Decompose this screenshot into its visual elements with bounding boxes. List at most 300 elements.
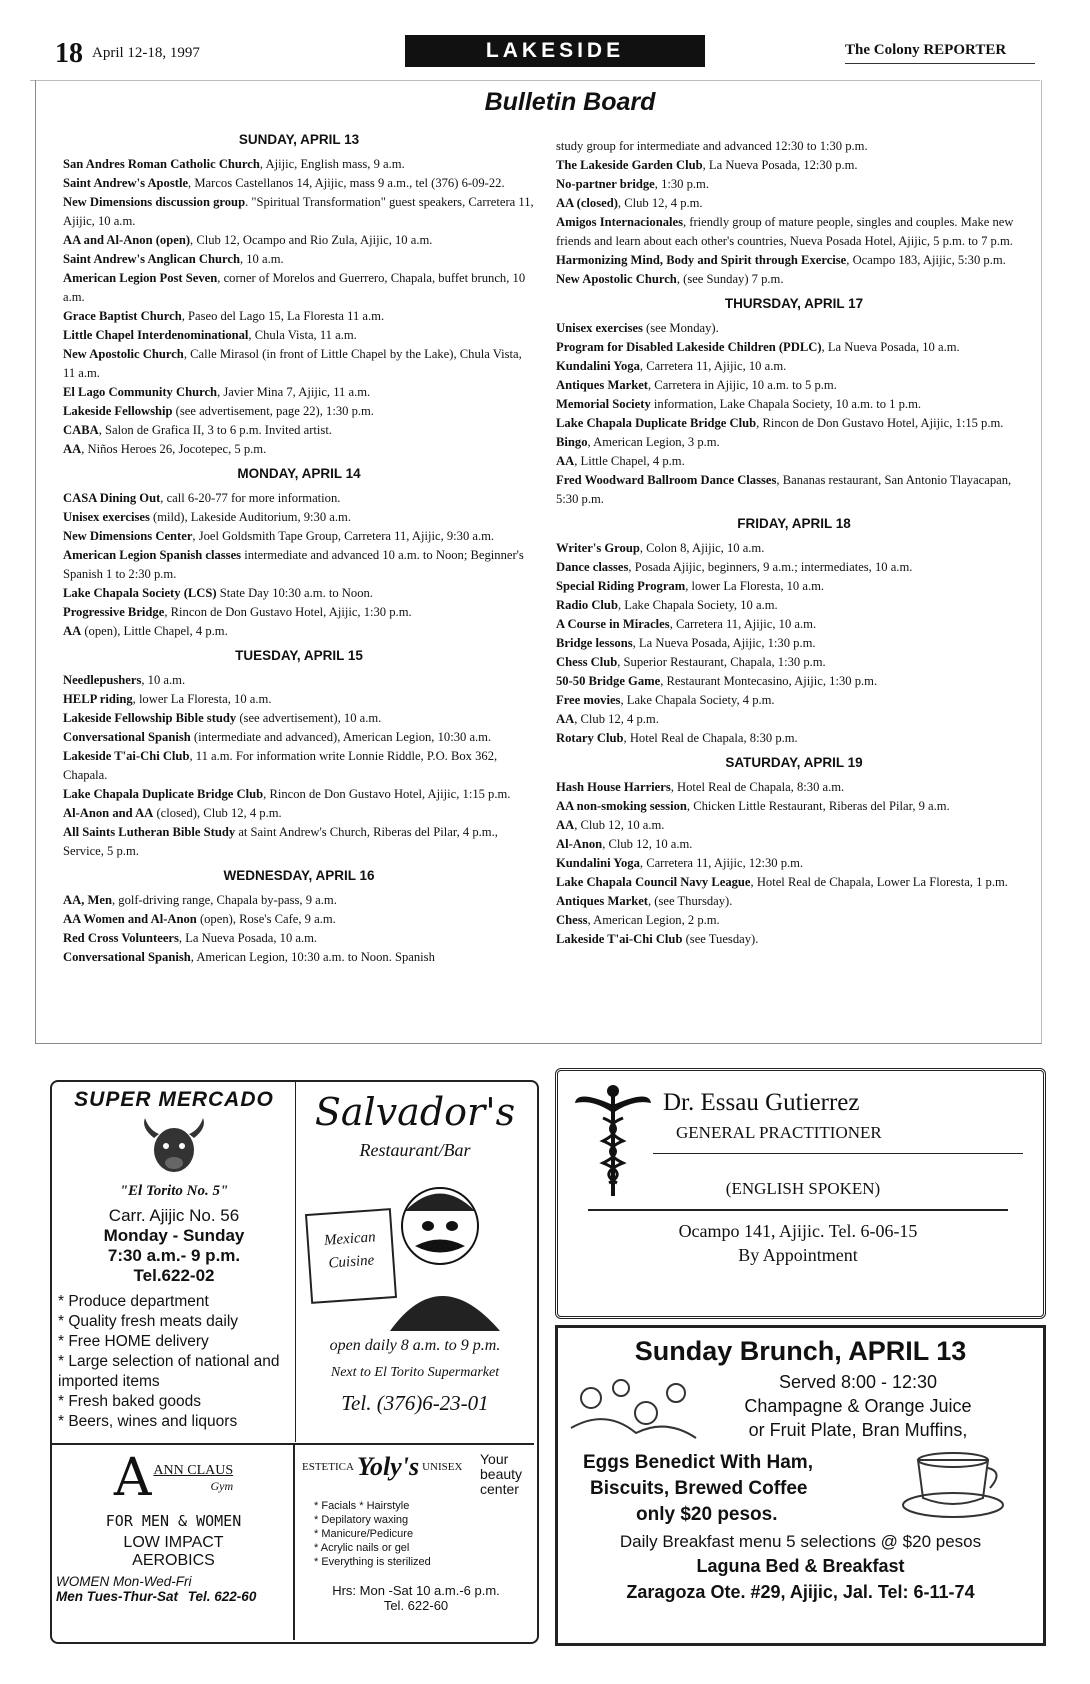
doctor-rule [653, 1153, 1023, 1154]
entry-name: Lake Chapala Duplicate Bridge Club [63, 787, 264, 801]
entry-details: , Colon 8, Ajijic, 10 a.m. [639, 541, 765, 555]
entry-details: , Carretera 11, Ajijic, 12:30 p.m. [639, 856, 804, 870]
brunch-served: Served 8:00 - 12:30 [778, 1372, 938, 1392]
entry-details: , Paseo del Lago 15, La Floresta 11 a.m. [181, 309, 385, 323]
entry-details: (open), Little Chapel, 4 p.m. [81, 624, 228, 638]
entry-details: , Carretera 11, Ajijic, 10 a.m. [669, 617, 817, 631]
bulletin-entry [556, 194, 1032, 213]
entry-name: Grace Baptist Church [63, 309, 182, 323]
entry-name: A Course in Miracles [556, 617, 670, 631]
entry-name: Lakeside Fellowship Bible study [63, 711, 237, 725]
entry-name: American Legion Spanish classes [63, 548, 242, 562]
bulletin-entry [556, 251, 1032, 270]
bulletin-entry [556, 778, 1032, 797]
entry-details: (see advertisement), 10 a.m. [236, 711, 382, 725]
entry-name: Fred Woodward Ballroom Dance Classes [556, 473, 777, 487]
entry-name: AA (closed) [556, 196, 618, 210]
entry-name: Needlepushers [63, 673, 142, 687]
entry-name: CASA Dining Out [63, 491, 161, 505]
entry-details: , La Nueva Posada, 12:30 p.m. [702, 158, 858, 172]
entry-name: New Apostolic Church [556, 272, 677, 286]
entry-details: (see Monday). [642, 321, 719, 335]
brunch-ad [555, 1325, 1046, 1646]
chef-illustration [300, 1171, 530, 1331]
salon-ad [302, 1452, 530, 1613]
bulletin-entry [556, 558, 1032, 577]
entry-name: AA, Men [63, 893, 112, 907]
entry-name: Lakeside Fellowship [63, 404, 173, 418]
bulletin-entry [63, 785, 535, 804]
entry-details: , Niños Heroes 26, Jocotepec, 5 p.m. [81, 442, 267, 456]
bulletin-entry [556, 213, 1032, 251]
bulletin-entry [556, 729, 1032, 748]
bulletin-entry [63, 269, 535, 307]
entry-details: , Rincon de Don Gustavo Hotel, Ajijic, 1:15 p.m. [756, 416, 1004, 430]
bulletin-entry [63, 421, 535, 440]
brunch-daily: Daily Breakfast menu 5 selections @ $20 pesos [619, 1532, 982, 1551]
bulletin-entry [63, 440, 535, 459]
entry-name: Bingo [556, 435, 588, 449]
entry-name: New Apostolic Church [63, 347, 184, 361]
entry-name: Program for Disabled Lakeside Children (PDLC) [556, 340, 822, 354]
bulletin-entry [556, 615, 1032, 634]
entry-name: Lakeside T'ai-Chi Club [556, 932, 683, 946]
gym-women: WOMEN Mon-Wed-Fri [56, 1574, 192, 1589]
bullet-icon: * [58, 1393, 69, 1410]
entry-name: Unisex exercises [63, 510, 150, 524]
bulletin-entry [63, 508, 535, 527]
feature-item [58, 1392, 290, 1412]
entry-name: Progressive Bridge [63, 605, 165, 619]
entry-details: (mild), Lakeside Auditorium, 9:30 a.m. [149, 510, 351, 524]
entry-details: , Rincon de Don Gustavo Hotel, Ajijic, 1:15 p.m. [263, 787, 511, 801]
entry-details: , Posada Ajijic, beginners, 9 a.m.; intermediates, 10 a.m. [628, 560, 913, 574]
entry-name: Kundalini Yoga [556, 856, 640, 870]
supermercado-features [58, 1292, 290, 1432]
gym-line2: AEROBICS [132, 1552, 215, 1569]
service-text: Acrylic nails or gel [320, 1542, 410, 1554]
salvadors-hours: open daily 8 a.m. to 9 p.m. [329, 1337, 501, 1354]
gym-ad [56, 1448, 291, 1604]
entry-details: , (see Thursday). [648, 894, 733, 908]
bulletin-entry [556, 452, 1032, 471]
entry-details: information, Lake Chapala Society, 10 a.m. to 1 p.m. [650, 397, 922, 411]
bulletin-entry [556, 577, 1032, 596]
entry-details: , La Nueva Posada, Ajijic, 1:30 p.m. [632, 636, 816, 650]
entry-details: , Club 12, 10 a.m. [602, 837, 693, 851]
bullet-icon: * [314, 1500, 322, 1512]
salvadors-location: Next to El Torito Supermarket [330, 1365, 500, 1380]
entry-name: Hash House Harriers [556, 780, 671, 794]
entry-name: Dance classes [556, 560, 629, 574]
service-item [314, 1527, 530, 1541]
entry-name: Memorial Society [556, 397, 651, 411]
entry-name: Writer's Group [556, 541, 640, 555]
entry-name: Kundalini Yoga [556, 359, 640, 373]
bulletin-entry [556, 414, 1032, 433]
flowers-icon [566, 1368, 701, 1448]
salon-tagline [480, 1452, 530, 1497]
bull-head-icon [139, 1116, 209, 1178]
salon-logo-row [302, 1452, 530, 1497]
entry-name: Unisex exercises [556, 321, 643, 335]
feature-text: Produce department [68, 1293, 209, 1310]
entry-details: , Ajijic, English mass, 9 a.m. [259, 157, 405, 171]
entry-details: , 10 a.m. [141, 673, 186, 687]
bulletin-entry [63, 231, 535, 250]
doctor-note: (ENGLISH SPOKEN) [725, 1179, 881, 1198]
entry-details: , Superior Restaurant, Chapala, 1:30 p.m. [617, 655, 826, 669]
bulletin-entry [63, 345, 535, 383]
entry-name: Bridge lessons [556, 636, 633, 650]
entry-name: Conversational Spanish [63, 730, 191, 744]
gym-men: Men Tues-Thur-Sat [56, 1589, 179, 1604]
day-heading: SATURDAY, APRIL 19 [725, 755, 863, 770]
service-item [314, 1541, 530, 1555]
entry-name: Special Riding Program [556, 579, 686, 593]
bulletin-entry [556, 691, 1032, 710]
entry-details: intermediate and advanced 10 a.m. to Noon; Beginner's Spanish 1 to 2:30 p.m. [63, 548, 524, 581]
entry-details: , Joel Goldsmith Tape Group, Carretera 11, Ajijic, 9:30 a.m. [192, 529, 495, 543]
section-banner: LAKESIDE [405, 35, 705, 67]
entry-details: , corner of Morelos and Guerrero, Chapala, buffet brunch, 10 a.m. [63, 271, 526, 304]
bulletin-entry [63, 489, 535, 508]
entry-details: , Bananas restaurant, San Antonio Tlayacapan, 5:30 p.m. [556, 473, 1012, 506]
salvadors-name: Salvador's [314, 1090, 516, 1134]
entry-details: , Chula Vista, 11 a.m. [248, 328, 357, 342]
service-item [314, 1499, 530, 1513]
bulletin-board-title: Bulletin Board [484, 88, 656, 116]
gym-tel: Tel. 622-60 [187, 1589, 257, 1604]
bulletin-entry [63, 174, 535, 193]
doctor-appointment: By Appointment [738, 1245, 858, 1265]
salvadors-ad [300, 1090, 530, 1416]
day-heading: TUESDAY, APRIL 15 [235, 648, 363, 663]
gym-audience: FOR MEN & WOMEN [105, 1512, 242, 1530]
bulletin-entry [63, 929, 535, 948]
bulletin-entry [556, 710, 1032, 729]
bulletin-entry [556, 873, 1032, 892]
entry-details: , Marcos Castellanos 14, Ajijic, mass 9 a.m., tel (376) 6-09-22. [188, 176, 505, 190]
bulletin-entry [63, 603, 535, 622]
entry-details: , (see Sunday) 7 p.m. [676, 272, 784, 286]
day-heading: FRIDAY, APRIL 18 [737, 516, 851, 531]
entry-details: , Ocampo 183, Ajijic, 5:30 p.m. [846, 253, 1006, 267]
entry-name: Antiques Market [556, 894, 648, 908]
entry-name: Amigos Internacionales [556, 215, 683, 229]
menu-sign [305, 1208, 397, 1304]
bulletin-entry [556, 137, 1032, 156]
bulletin-entry [556, 357, 1032, 376]
bulletin-entry [63, 527, 535, 546]
entry-details: , Lake Chapala Society, 4 p.m. [620, 693, 775, 707]
entry-name: AA [63, 442, 82, 456]
sign-line-2: Cuisine [327, 1252, 375, 1272]
entry-details: , friendly group of mature people, singles and couples. Make new friends and learn about each other's countries, Nueva Posada Hotel, Ajijic, 5 p.m. to 7 p.m. [556, 215, 1014, 248]
entry-details: , 1:30 p.m. [654, 177, 709, 191]
feature-text: Large selection of national and imported items [58, 1353, 280, 1390]
entry-details: (see Tuesday). [682, 932, 759, 946]
feature-text: Fresh baked goods [68, 1393, 202, 1410]
entry-details: , Rincon de Don Gustavo Hotel, Ajijic, 1:30 p.m. [164, 605, 412, 619]
bulletin-entry [556, 433, 1032, 452]
entry-name: Harmonizing Mind, Body and Spirit through Exercise [556, 253, 847, 267]
entry-name: Al-Anon and AA [63, 806, 154, 820]
entry-name: AA non-smoking session [556, 799, 687, 813]
gym-line1: LOW IMPACT [123, 1534, 224, 1551]
bulletin-entry [556, 175, 1032, 194]
entry-details: , Salon de Grafica II, 3 to 6 p.m. Invited artist. [98, 423, 332, 437]
salon-tag-1: Your [480, 1451, 509, 1467]
bulletin-entry [63, 709, 535, 728]
salon-services [314, 1499, 530, 1569]
entry-name: American Legion Post Seven [63, 271, 218, 285]
bulletin-entry [63, 307, 535, 326]
entry-name: Antiques Market [556, 378, 648, 392]
bulletin-entry [556, 797, 1032, 816]
entry-name: Al-Anon [556, 837, 603, 851]
doctor-title: GENERAL PRACTITIONER [676, 1123, 882, 1142]
bulletin-entry [556, 596, 1032, 615]
bulletin-entry [556, 395, 1032, 414]
service-text: Manicure/Pedicure [321, 1528, 414, 1540]
feature-text: Free HOME delivery [68, 1333, 209, 1350]
coffee-cup-icon [898, 1440, 1008, 1520]
day-heading: MONDAY, APRIL 14 [237, 466, 361, 481]
service-text: Facials * Hairstyle [321, 1500, 410, 1512]
service-text: Everything is sterilized [321, 1556, 431, 1568]
entry-details: , Carretera in Ajijic, 10 a.m. to 5 p.m. [648, 378, 837, 392]
supermercado-name: "El Torito No. 5" [119, 1183, 229, 1199]
entry-name: Rotary Club [556, 731, 624, 745]
entry-name: AA [556, 712, 575, 726]
entry-name: Chess [556, 913, 588, 927]
entry-name: El Lago Community Church [63, 385, 218, 399]
bulletin-entry [63, 910, 535, 929]
entry-name: Saint Andrew's Anglican Church [63, 252, 240, 266]
entry-details: , Chicken Little Restaurant, Riberas del Pilar, 9 a.m. [686, 799, 950, 813]
bulletin-entry [556, 672, 1032, 691]
entry-details: , 11 a.m. For information write Lonnie Riddle, P.O. Box 362, Chapala. [63, 749, 498, 782]
entry-name: Saint Andrew's Apostle [63, 176, 189, 190]
gym-men-line [56, 1589, 291, 1604]
entry-name: New Dimensions discussion group [63, 195, 246, 209]
entry-name: AA and Al-Anon (open) [63, 233, 191, 247]
salon-hours: Hrs: Mon -Sat 10 a.m.-6 p.m. [332, 1583, 500, 1598]
entry-details: (intermediate and advanced), American Legion, 10:30 a.m. [190, 730, 492, 744]
supermercado-title: SUPER MERCADO [74, 1088, 274, 1111]
bullet-icon: * [58, 1293, 69, 1310]
entry-name: Conversational Spanish [63, 950, 191, 964]
entry-details: , lower La Floresta, 10 a.m. [132, 692, 272, 706]
salvadors-type: Restaurant/Bar [359, 1140, 471, 1160]
bulletin-entry [63, 546, 535, 584]
bullet-icon: * [314, 1528, 322, 1540]
bulletin-column-right [556, 137, 1032, 949]
doctor-ad [555, 1068, 1046, 1319]
entry-details: , Club 12, 10 a.m. [574, 818, 665, 832]
salon-left-label: ESTETICA [302, 1461, 354, 1473]
feature-item [58, 1292, 290, 1312]
paper-name: The Colony REPORTER [845, 42, 1007, 58]
bulletin-entry [556, 634, 1032, 653]
gym-letter-a-icon: A [113, 1448, 152, 1508]
brunch-line3: Eggs Benedict With Ham, [583, 1452, 813, 1473]
entry-details: , Hotel Real de Chapala, 8:30 a.m. [670, 780, 845, 794]
bulletin-entry [556, 270, 1032, 289]
bulletin-entry [63, 804, 535, 823]
entry-details: , American Legion, 2 p.m. [587, 913, 720, 927]
ad-divider-vertical-lower [293, 1443, 295, 1640]
entry-details: , Club 12, Ocampo and Rio Zula, Ajijic, 10 a.m. [190, 233, 433, 247]
supermercado-address: Carr. Ajijic No. 56 [108, 1206, 240, 1225]
feature-item [58, 1412, 290, 1432]
entry-details: , Club 12, 4 p.m. [617, 196, 703, 210]
bulletin-entry [63, 155, 535, 174]
brunch-price: only $20 pesos. [636, 1504, 778, 1525]
bulletin-entry [63, 823, 535, 861]
sign-line-1: Mexican [323, 1229, 377, 1249]
entry-name: Chess Club [556, 655, 618, 669]
entry-details: study group for intermediate and advanced 12:30 to 1:30 p.m. [556, 139, 868, 153]
supermercado-ad [58, 1088, 290, 1432]
brunch-line1: Champagne & Orange Juice [744, 1396, 972, 1416]
bulletin-entry [556, 156, 1032, 175]
entry-name: Free movies [556, 693, 621, 707]
feature-item [58, 1332, 290, 1352]
bulletin-entry [556, 835, 1032, 854]
entry-details: , Hotel Real de Chapala, 8:30 p.m. [623, 731, 798, 745]
entry-details: , Javier Mina 7, Ajijic, 11 a.m. [217, 385, 371, 399]
bulletin-entry [556, 471, 1032, 509]
salon-name: Yoly's [356, 1452, 420, 1481]
brunch-line4: Biscuits, Brewed Coffee [590, 1478, 808, 1499]
doctor-address: Ocampo 141, Ajijic. Tel. 6-06-15 [678, 1221, 918, 1241]
entry-details: , La Nueva Posada, 10 a.m. [178, 931, 318, 945]
entry-details: at Saint Andrew's Church, Riberas del Pilar, 4 p.m., Service, 5 p.m. [63, 825, 498, 858]
gym-sub: Gym [210, 1478, 234, 1493]
bullet-icon: * [58, 1313, 69, 1330]
entry-name: 50-50 Bridge Game [556, 674, 661, 688]
bulletin-entry [556, 376, 1032, 395]
entry-details: , Calle Mirasol (in front of Little Chapel by the Lake), Chula Vista, 11 a.m. [63, 347, 522, 380]
service-item [314, 1555, 530, 1569]
entry-details: , Club 12, 4 p.m. [574, 712, 659, 726]
entry-details: , Lake Chapala Society, 10 a.m. [617, 598, 778, 612]
page-number: 18 [55, 38, 83, 69]
entry-details: , Carretera 11, Ajijic, 10 a.m. [639, 359, 787, 373]
bull-logo [58, 1116, 290, 1183]
entry-details: (see advertisement, page 22), 1:30 p.m. [172, 404, 374, 418]
bulletin-entry [556, 338, 1032, 357]
bulletin-entry [556, 816, 1032, 835]
bulletin-entry [556, 653, 1032, 672]
service-text: Depilatory waxing [321, 1514, 409, 1526]
bulletin-entry [63, 326, 535, 345]
entry-name: Little Chapel Interdenominational [63, 328, 249, 342]
bulletin-entry [556, 319, 1032, 338]
entry-name: No-partner bridge [556, 177, 655, 191]
service-item [314, 1513, 530, 1527]
entry-name: CABA [63, 423, 99, 437]
entry-details: State Day 10:30 a.m. to Noon. [216, 586, 373, 600]
bulletin-entry [63, 671, 535, 690]
entry-name: Lake Chapala Council Navy League [556, 875, 751, 889]
entry-details: , Restaurant Montecasino, Ajijic, 1:30 p.m. [660, 674, 878, 688]
salon-tel: Tel. 622-60 [383, 1598, 449, 1613]
entry-name: Lake Chapala Duplicate Bridge Club [556, 416, 757, 430]
doctor-rule-2 [588, 1209, 1008, 1211]
bulletin-entry [63, 747, 535, 785]
entry-name: New Dimensions Center [63, 529, 193, 543]
entry-details: , Hotel Real de Chapala, Lower La Floresta, 1 p.m. [750, 875, 1008, 889]
bullet-icon: * [58, 1413, 69, 1430]
doctor-name: Dr. Essau Gutierrez [663, 1089, 860, 1116]
supermercado-days: Monday - Sunday [103, 1226, 245, 1245]
bulletin-entry [63, 193, 535, 231]
bulletin-entry [556, 930, 1032, 949]
bulletin-entry [556, 539, 1032, 558]
bulletin-entry [63, 402, 535, 421]
bullet-icon: * [58, 1333, 69, 1350]
feature-item [58, 1312, 290, 1332]
day-heading: SUNDAY, APRIL 13 [238, 132, 360, 147]
brunch-address: Zaragoza Ote. #29, Ajijic, Jal. Tel: 6-11-74 [626, 1582, 975, 1602]
entry-name: Red Cross Volunteers [63, 931, 179, 945]
entry-details: , American Legion, 3 p.m. [587, 435, 720, 449]
bullet-icon: * [58, 1353, 69, 1370]
bulletin-entry [63, 383, 535, 402]
issue-date: April 12-18, 1997 [92, 45, 200, 61]
brunch-title: Sunday Brunch, APRIL 13 [634, 1336, 967, 1366]
bulletin-entry [63, 250, 535, 269]
bulletin-entry [556, 892, 1032, 911]
salon-tag-3: center [480, 1481, 519, 1497]
entry-details: , 10 a.m. [239, 252, 284, 266]
bullet-icon: * [314, 1556, 322, 1568]
supermercado-hours: 7:30 a.m.- 9 p.m. [107, 1246, 241, 1265]
entry-name: HELP riding [63, 692, 133, 706]
bulletin-entry [63, 728, 535, 747]
day-heading: THURSDAY, APRIL 17 [724, 296, 864, 311]
entry-name: Radio Club [556, 598, 618, 612]
entry-name: AA [556, 454, 575, 468]
bullet-icon: * [314, 1514, 322, 1526]
salon-tag-2: beauty [480, 1466, 523, 1482]
bulletin-entry [63, 948, 535, 967]
gym-name: ANN CLAUS [153, 1462, 234, 1478]
entry-name: The Lakeside Garden Club [556, 158, 703, 172]
supermercado-tel: Tel.622-02 [133, 1266, 215, 1285]
entry-details: , call 6-20-77 for more information. [160, 491, 341, 505]
bulletin-entry [556, 854, 1032, 873]
ad-divider-vertical [295, 1082, 296, 1442]
entry-name: Lake Chapala Society (LCS) [63, 586, 217, 600]
entry-name: All Saints Lutheran Bible Study [63, 825, 236, 839]
gym-logo [56, 1448, 291, 1508]
entry-name: San Andres Roman Catholic Church [63, 157, 260, 171]
salon-right-label: UNISEX [422, 1461, 463, 1473]
entry-details: , golf-driving range, Chapala by-pass, 9 a.m. [111, 893, 337, 907]
entry-details: (closed), Club 12, 4 p.m. [153, 806, 282, 820]
bulletin-entry [63, 690, 535, 709]
entry-name: AA [556, 818, 575, 832]
bulletin-entry [63, 622, 535, 641]
bulletin-column-left [63, 125, 535, 967]
bulletin-entry [63, 891, 535, 910]
feature-text: Beers, wines and liquors [68, 1413, 238, 1430]
entry-details: , La Nueva Posada, 10 a.m. [821, 340, 960, 354]
